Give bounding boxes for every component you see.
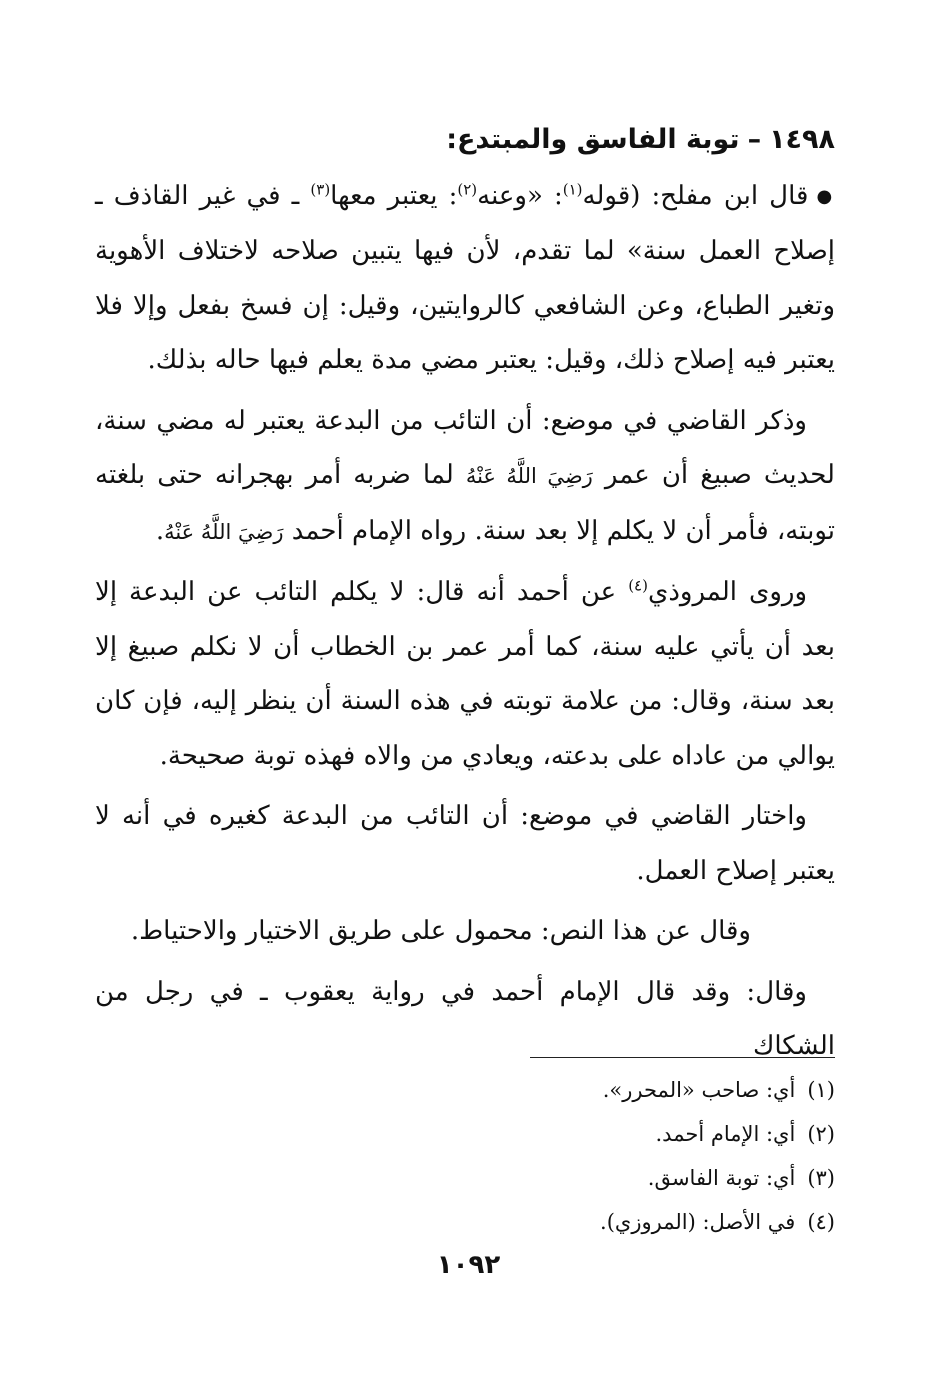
footnote-item — [235, 1200, 835, 1244]
footnote-ref-2: (٢) — [457, 180, 478, 199]
footnote-number: (٤) — [807, 1210, 835, 1234]
paragraph-5: وقال عن هذا النص: محمول على طريق الاختيار والاحتياط. — [130, 916, 751, 947]
footnote-ref-3: (٣) — [310, 180, 331, 199]
paragraph-2-text-c: . — [155, 515, 165, 546]
footnotes — [235, 1068, 835, 1244]
paragraph-1-text-b: : «وعنه — [477, 181, 563, 211]
footnote-text: في الأصل: (المروزي). — [600, 1210, 796, 1234]
paragraph-4: واختار القاضي في موضع: أن التائب من البدعة كغيره في أنه لا يعتبر إصلاح العمل. — [95, 801, 835, 886]
footnote-number: (٣) — [807, 1166, 835, 1190]
paragraph-3-text-a: وروى المروذي — [647, 577, 807, 608]
footnote-number: (١) — [807, 1078, 835, 1102]
section-number: ١٤٩٨ — [769, 124, 835, 155]
paragraph-2-text-a: وذكر القاضي في موضع: أن التائب من البدعة يعتبر له مضي سنة، لحديث صبيغ أن عمر — [95, 405, 835, 491]
footnote-text: أي: توبة الفاسق. — [647, 1166, 796, 1190]
paragraph-1 — [95, 169, 835, 388]
footnote-separator — [530, 1057, 835, 1058]
paragraph-2 — [95, 394, 835, 560]
footnote-item — [235, 1112, 835, 1156]
section-title: توبة الفاسق والمبتدع: — [446, 124, 740, 155]
paragraph-1-text-d: ـ في غير القاذف ـ إصلاح العمل سنة» لما تقدم، لأن فيها يتبين صلاحه لاختلاف الأهوية وتغير الطباع، وعن الشافعي كالروايتين، وقيل: إن فسخ بفعل وإلا فلا يعتبر فيه إصلاح ذلك، وقيل: يعتبر مضي مدة يعلم فيها حاله بذلك. — [95, 181, 835, 376]
paragraph-6: وقال: وقد قال الإمام أحمد في رواية يعقوب ـ في رجل من الشكاك — [95, 976, 835, 1062]
footnote-text: أي: صاحب «المحرر». — [602, 1078, 796, 1102]
footnote-ref-4: (٤) — [628, 576, 648, 595]
paragraph-2-text-b: لما ضربه أمر بهجرانه حتى بلغته توبته، فأمر أن لا يكلم إلا بعد سنة. رواه الإمام أحمد — [95, 460, 835, 546]
heading-dash: – — [747, 124, 762, 155]
footnote-item — [235, 1156, 835, 1200]
paragraph-3 — [95, 565, 835, 783]
section-heading — [95, 115, 835, 165]
main-text-block — [95, 115, 835, 1080]
paragraph-3-text-b: عن أحمد أنه قال: لا يكلم التائب عن البدعة إلا بعد أن يأتي عليه سنة، كما أمر عمر بن الخطاب أن لا نكلم صبيغ إلا بعد سنة، وقال: من علامة توبته في هذه السنة أن ينظر إليه، فإن كان يوالي من عاداه على بدعته، ويعادي من والاه فهذه توبة صحيحة. — [95, 577, 835, 771]
footnote-ref-1: (١) — [562, 180, 583, 199]
paragraph-1-text-a: قال ابن مفلح: (قوله — [582, 181, 809, 211]
honorific-1: رَضِيَ اللَّهُ عَنْهُ — [465, 464, 593, 489]
footnote-number: (٢) — [807, 1122, 835, 1146]
page-number: ١٠٩٢ — [436, 1250, 501, 1280]
footnote-item — [235, 1068, 835, 1112]
honorific-2: رَضِيَ اللَّهُ عَنْهُ — [164, 519, 284, 544]
footnote-text: أي: الإمام أحمد. — [655, 1122, 796, 1146]
bullet-icon: ● — [816, 185, 835, 207]
paragraph-1-text-c: : يعتبر معها — [330, 181, 458, 211]
